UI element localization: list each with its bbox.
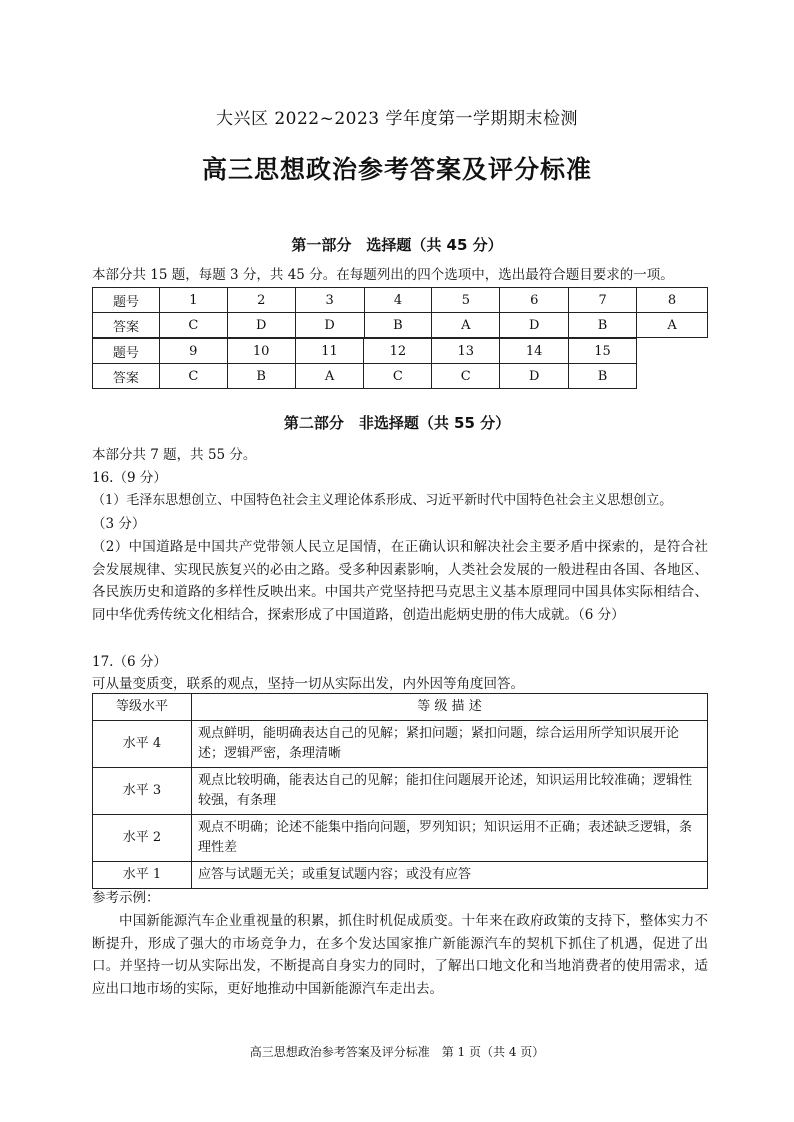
question-number: 6 <box>500 288 569 313</box>
q16-answer2: （2）中国道路是中国共产党带领人民立足国情，在正确认识和解决社会主要矛盾中探索的，是符合社会发展规律、实现民族复兴的必由之路。受多种因素影响，人类社会发展的一般进程由各国、各地区、各民族历史和道路的多样性反映出来。中国共产党坚持把马克思主义基本原理同中国具体实际相结合、同中华优秀传统文化相结合，探索形成了中国道路，创造出彪炳史册的伟大成就。（6 分） <box>92 539 708 623</box>
answer-table-2 <box>92 338 637 389</box>
answer-cell: D <box>227 313 295 338</box>
answer-cell: A <box>637 313 708 338</box>
grading-level: 水平 2 <box>93 815 192 862</box>
question-number: 9 <box>159 339 227 364</box>
part1-heading: 第一部分 选择题（共 45 分） <box>291 236 503 254</box>
row-label: 题号 <box>93 288 160 313</box>
grading-header-level: 等级水平 <box>93 694 192 721</box>
question-number: 12 <box>364 339 432 364</box>
exam-pretitle: 大兴区 2022~2023 学年度第一学期期末检测 <box>215 109 579 129</box>
part2-heading: 第二部分 非选择题（共 55 分） <box>283 414 511 432</box>
row-label: 答案 <box>93 313 160 338</box>
grading-level: 水平 4 <box>93 721 192 768</box>
q16-answer1-score: （3 分） <box>92 516 146 532</box>
question-number: 2 <box>227 288 295 313</box>
grading-description: 观点不明确；论述不能集中指向问题，罗列知识；知识运用不正确；表述缺乏逻辑，条理性差 <box>192 815 708 862</box>
grading-description: 观点鲜明，能明确表达自己的见解；紧扣问题；紧扣问题，综合运用所学知识展开论述；逻辑严密，条理清晰 <box>192 721 708 768</box>
example-label: 参考示例： <box>92 890 160 906</box>
answer-cell: D <box>500 313 569 338</box>
grading-level: 水平 3 <box>93 768 192 815</box>
answer-row <box>93 313 708 338</box>
grading-row <box>93 768 708 815</box>
answer-cell: D <box>295 313 364 338</box>
answer-cell: B <box>227 364 295 389</box>
answer-cell: B <box>364 313 432 338</box>
answer-cell: B <box>569 364 637 389</box>
part1-intro: 本部分共 15 题，每题 3 分，共 45 分。在每题列出的四个选项中，选出最符合题目要求的一项。 <box>92 267 674 283</box>
row-label: 答案 <box>93 364 160 389</box>
grading-header-row <box>93 694 708 721</box>
question-number: 7 <box>569 288 637 313</box>
q16-answer1: （1）毛泽东思想创立、中国特色社会主义理论体系形成、习近平新时代中国特色社会主义思想创立。 <box>92 493 673 508</box>
q17-label: 17.（6 分） <box>92 654 167 670</box>
grading-description: 观点比较明确，能表达自己的见解；能扣住问题展开论述，知识运用比较准确；逻辑性较强，有条理 <box>192 768 708 815</box>
answer-table-1 <box>92 287 708 338</box>
question-number: 3 <box>295 288 364 313</box>
answer-cell: C <box>432 364 500 389</box>
question-number: 8 <box>637 288 708 313</box>
q16-label: 16.（9 分） <box>92 470 167 486</box>
grading-level: 水平 1 <box>93 862 192 889</box>
grading-header-desc: 等 级 描 述 <box>192 694 708 721</box>
question-number: 1 <box>159 288 227 313</box>
question-number: 10 <box>227 339 295 364</box>
answer-cell: A <box>432 313 500 338</box>
grading-table <box>92 693 708 889</box>
answer-cell: B <box>569 313 637 338</box>
answer-cell: A <box>295 364 364 389</box>
grading-description: 应答与试题无关；或重复试题内容；或没有应答 <box>192 862 708 889</box>
question-number: 4 <box>364 288 432 313</box>
example-text: 中国新能源汽车企业重视量的积累，抓住时机促成质变。十年来在政府政策的支持下，整体实力不断提升，形成了强大的市场竞争力，在多个发达国家推广新能源汽车的契机下抓住了机遇，促进了出口。并坚持一切从实际出发，不断提高自身实力的同时，了解出口地文化和当地消费者的使用需求，适应出口地市场的实际，更好地推动中国新能源汽车走出去。 <box>92 913 708 997</box>
document-title: 高三思想政治参考答案及评分标准 <box>201 155 592 184</box>
grading-row <box>93 721 708 768</box>
question-number-row <box>93 288 708 313</box>
question-number-row <box>93 339 637 364</box>
q17-intro: 可从量变质变，联系的观点，坚持一切从实际出发，内外因等角度回答。 <box>92 676 524 692</box>
answer-cell: C <box>364 364 432 389</box>
grading-row <box>93 815 708 862</box>
answer-cell: D <box>500 364 569 389</box>
answer-cell: C <box>159 364 227 389</box>
grading-row <box>93 862 708 889</box>
answer-cell: C <box>159 313 227 338</box>
row-label: 题号 <box>93 339 160 364</box>
question-number: 5 <box>432 288 500 313</box>
question-number: 11 <box>295 339 364 364</box>
answer-row <box>93 364 637 389</box>
question-number: 13 <box>432 339 500 364</box>
page-footer: 高三思想政治参考答案及评分标准 第 1 页（共 4 页） <box>249 1045 545 1059</box>
part2-intro: 本部分共 7 题，共 55 分。 <box>92 447 257 463</box>
question-number: 15 <box>569 339 637 364</box>
question-number: 14 <box>500 339 569 364</box>
